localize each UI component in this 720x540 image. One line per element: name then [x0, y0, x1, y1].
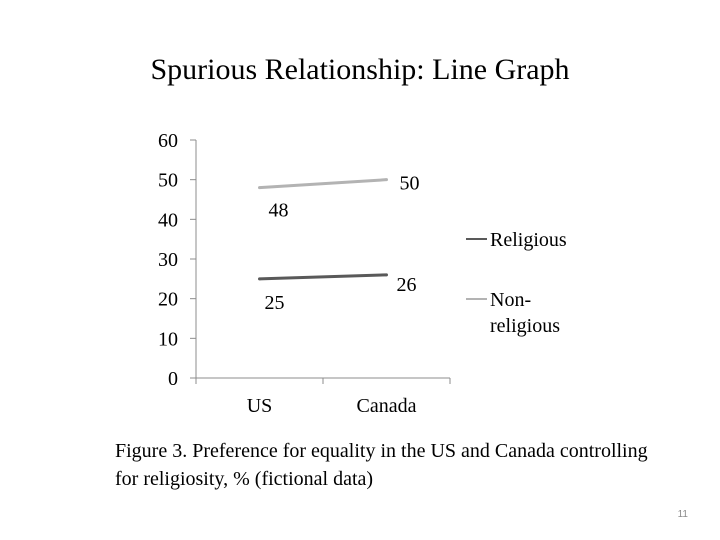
legend-label: Non-religious — [490, 289, 560, 337]
y-tick-label: 40 — [158, 209, 178, 232]
slide-number: 11 — [677, 509, 688, 520]
data-point — [385, 178, 388, 181]
data-point — [258, 277, 261, 280]
y-tick-label: 50 — [158, 169, 178, 192]
data-label: 25 — [264, 291, 285, 314]
data-point — [385, 273, 388, 276]
series-line — [260, 180, 387, 188]
chart-legend — [466, 229, 567, 337]
data-label: 50 — [399, 172, 420, 195]
y-tick-label: 0 — [168, 368, 178, 390]
y-tick-label: 60 — [158, 130, 178, 152]
legend-label: Religious — [490, 229, 567, 251]
figure-caption: Figure 3. Preference for equality in the US and Canada controlling for religiosity, % (fictional data) — [115, 440, 648, 490]
data-point — [258, 186, 261, 189]
x-tick-label: Canada — [356, 395, 417, 417]
y-tick-label: 10 — [158, 328, 178, 351]
y-tick-label: 20 — [158, 288, 178, 311]
chart-data-labels — [265, 173, 420, 314]
x-tick-label: US — [246, 395, 273, 417]
data-label: 26 — [396, 273, 417, 296]
y-tick-label: 30 — [158, 249, 178, 271]
slide-title: Spurious Relationship: Line Graph — [150, 53, 570, 86]
series-line — [260, 275, 387, 279]
data-label: 48 — [268, 199, 289, 222]
chart-series — [258, 178, 388, 280]
